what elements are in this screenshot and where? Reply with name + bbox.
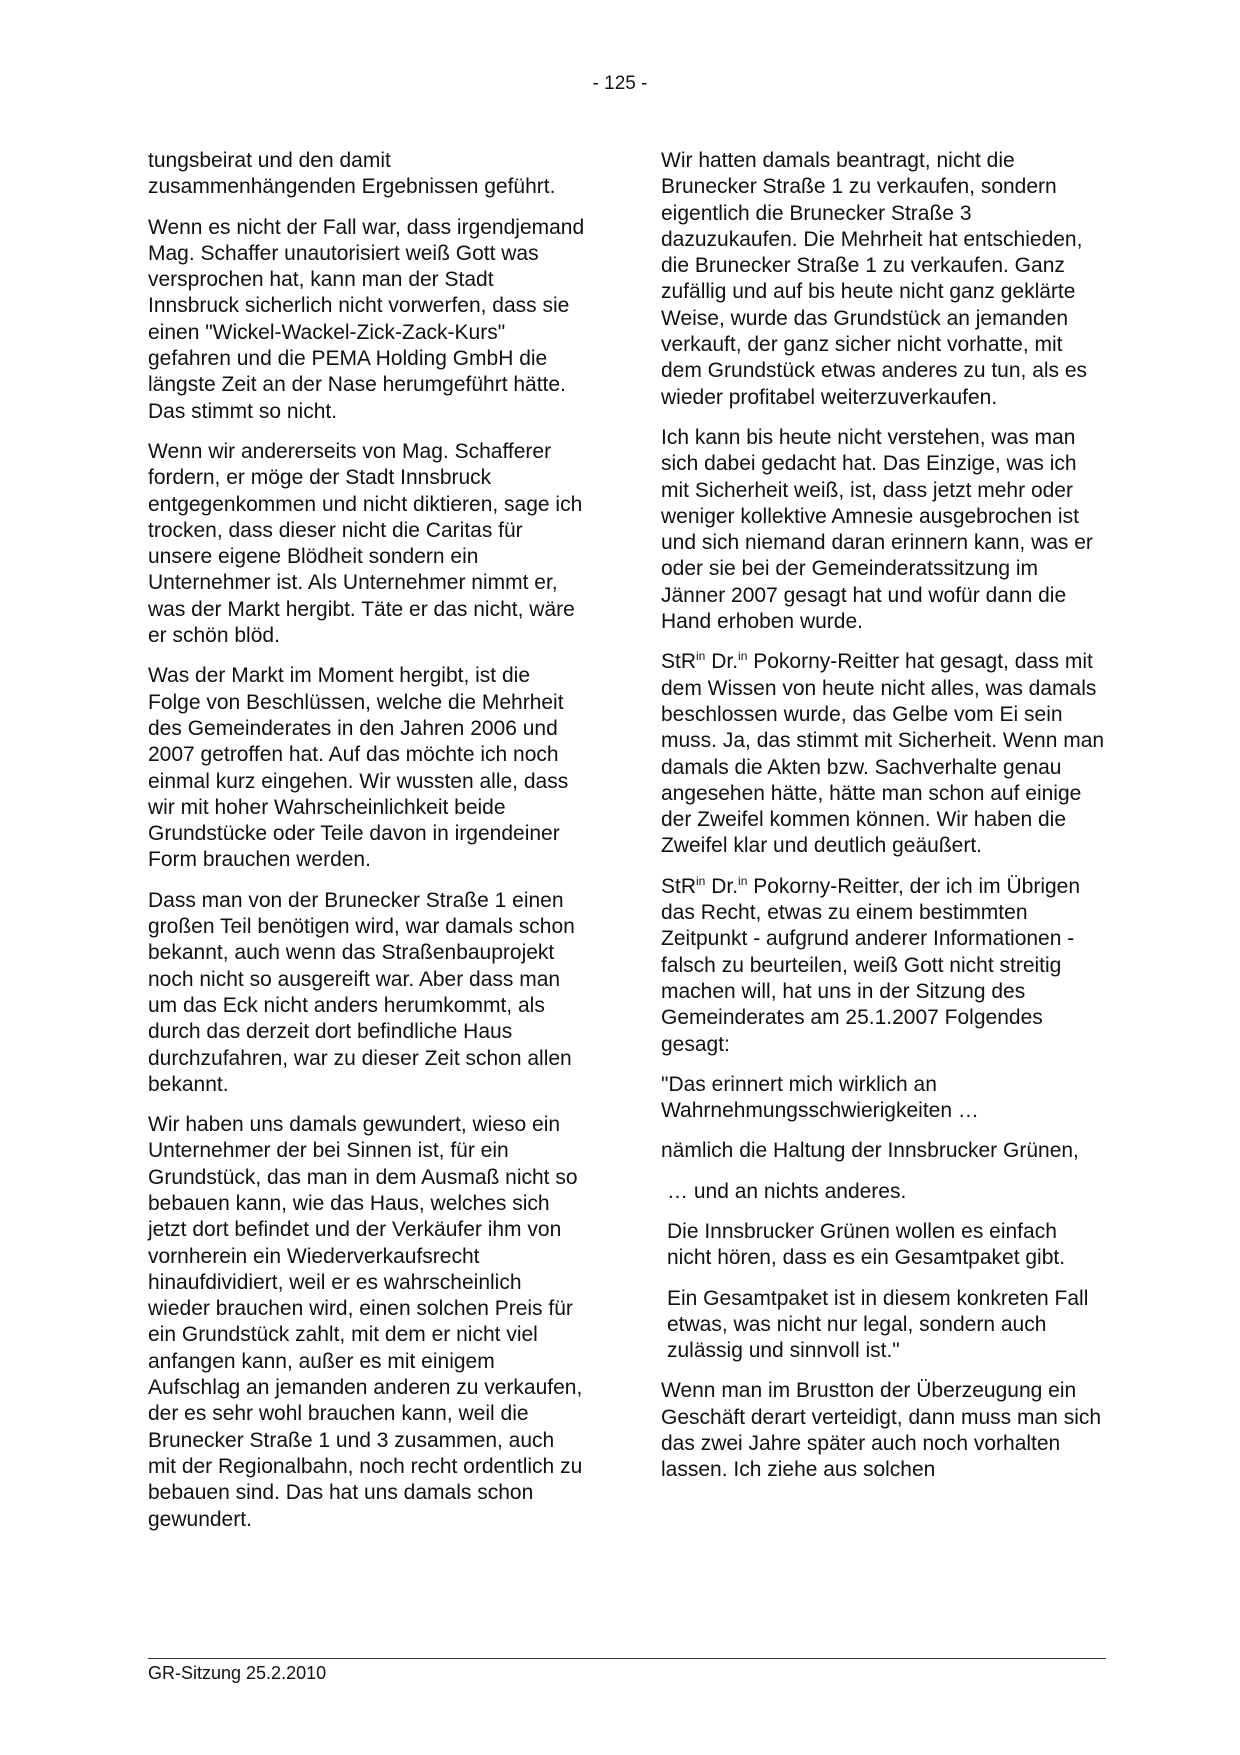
title-dr: Dr. — [711, 650, 739, 674]
quote-line: nämlich die Haltung der Innsbrucker Grünen, — [661, 1139, 1079, 1163]
paragraph: Wenn es nicht der Fall war, dass irgendjemand Mag. Schaffer unautorisiert weiß Gott was versprochen hat, kann man der Stadt Innsbruck sicherlich nicht vorwerfen, dass sie einen "Wickel-Wackel-Zick-Zack-Kurs" gefahren und die PEMA Holding GmbH die längste Zeit an der Nase herumgeführt hätte. Das stimmt so nicht. — [148, 215, 585, 423]
quote-line: Die Innsbrucker Grünen wollen es einfach nicht hören, dass es ein Gesamtpaket gibt. — [667, 1219, 1066, 1270]
title-str: StR — [661, 874, 697, 898]
paragraph: Wir haben uns damals gewundert, wieso ein Unternehmer der bei Sinnen ist, für ein Grundstück, das man in dem Ausmaß nicht so bebauen kann, wie das Haus, welches sich jetzt dort befindet und der Verkäufer ihm von vornherein ein Wiederverkaufsrecht hinaufdividiert, weil er es wahrscheinlich wieder brauchen wird, einen solchen Preis für ein Grundstück zahlt, mit dem er nicht viel anfangen kann, außer es mit einigem Aufschlag an jemanden anderen zu verkaufen, der es sehr wohl brauchen kann, weil die Brunecker Straße 1 und 3 zusammen, auch mit der Regionalbahn, noch recht ordentlich zu bebauen sind. Das hat uns damals schon gewundert. — [148, 1113, 583, 1531]
title-str-sup: in — [696, 649, 706, 664]
paragraph: Wenn wir andererseits von Mag. Schafferer fordern, er möge der Stadt Innsbruck entgegenkommen und nicht diktieren, sage ich trocken, dass dieser nicht die Caritas für unsere eigene Blödheit sondern ein Unternehmer ist. Als Unternehmer nimmt er, was der Markt hergibt. Täte er das nicht, wäre er schön blöd. — [148, 439, 583, 648]
title-str-sup: in — [696, 873, 706, 888]
quote-line: "Das erinnert mich wirklich an Wahrnehmungsschwierigkeiten … — [661, 1072, 979, 1123]
footer-divider — [148, 1658, 1106, 1659]
title-dr-sup: in — [738, 649, 748, 664]
paragraph: tungsbeirat und den damit zusammenhängenden Ergebnissen geführt. — [148, 149, 556, 199]
paragraph: Wenn man im Brustton der Überzeugung ein Geschäft derart verteidigt, dann muss man sich das zwei Jahre später auch noch vorhalten lassen. Ich ziehe aus solchen — [661, 1379, 1102, 1482]
paragraph — [661, 874, 1106, 1058]
paragraph: Dass man von der Brunecker Straße 1 einen großen Teil benötigen wird, war damals schon bekannt, auch wenn das Straßenbauprojekt noch nicht so ausgereift war. Aber dass man um das Eck nicht anders herumkommt, als durch das derzeit dort befindliche Haus durchzufahren, war zu dieser Zeit schon allen bekannt. — [148, 888, 575, 1096]
paragraph: Ich kann bis heute nicht verstehen, was man sich dabei gedacht hat. Das Einzige, was ich mit Sicherheit weiß, ist, dass jetzt mehr oder weniger kollektive Amnesie ausgebrochen ist und sich niemand daran erinnern kann, was er oder sie bei der Gemeinderatssitzung im Jänner 2007 gesagt hat und wofür dann die Hand erhoben wurde. — [661, 425, 1093, 634]
quote-line: … und an nichts anderes. — [667, 1179, 907, 1203]
paragraph-text: Pokorny-Reitter hat gesagt, dass mit dem Wissen von heute nicht alles, was damals beschlossen wurde, das Gelbe vom Ei sein muss. Ja, das stimmt mit Sicherheit. Wenn man damals die Akten bzw. Sachverhalte genau angesehen hätte, hätte man schon auf einige der Zweifel kommen können. Wir haben die Zweifel klar und deutlich geäußert. — [661, 650, 1105, 858]
title-dr: Dr. — [711, 874, 739, 898]
quote-line: Ein Gesamtpaket ist in diesem konkreten Fall etwas, was nicht nur legal, sondern auch zulässig und sinnvoll ist." — [667, 1286, 1089, 1363]
paragraph — [661, 649, 1106, 859]
paragraph-text: Pokorny-Reitter, der ich im Übrigen das Recht, etwas zu einem bestimmten Zeitpunkt - aufgrund anderer Informationen - falsch zu beurteilen, weiß Gott nicht streitig machen will, hat uns in der Sitzung des Gemeinderates am 25.1.2007 Folgendes gesagt: — [661, 874, 1081, 1056]
footer-text: GR-Sitzung 25.2.2010 — [148, 1663, 327, 1683]
page-number: - 125 - — [592, 73, 648, 94]
paragraph: Was der Markt im Moment hergibt, ist die Folge von Beschlüssen, welche die Mehrheit des Gemeinderates in den Jahren 2006 und 2007 getroffen hat. Auf das möchte ich noch einmal kurz eingehen. Wir wussten alle, dass wir mit hoher Wahrscheinlichkeit beide Grundstücke oder Teile davon in irgendeiner Form brauchen werden. — [148, 664, 569, 872]
left-column — [148, 148, 588, 1547]
right-column — [661, 148, 1106, 1498]
paragraph: Wir hatten damals beantragt, nicht die Brunecker Straße 1 zu verkaufen, sondern eigentlich die Brunecker Straße 3 dazuzukaufen. Die Mehrheit hat entschieden, die Brunecker Straße 1 zu verkaufen. Ganz zufällig und auf bis heute nicht ganz geklärte Weise, wurde das Grundstück an jemanden verkauft, der ganz sicher nicht vorhatte, mit dem Grundstück etwas anderes zu tun, als es wieder profitabel weiterzuverkaufen. — [661, 149, 1088, 409]
title-dr-sup: in — [738, 873, 748, 888]
title-str: StR — [661, 650, 697, 674]
